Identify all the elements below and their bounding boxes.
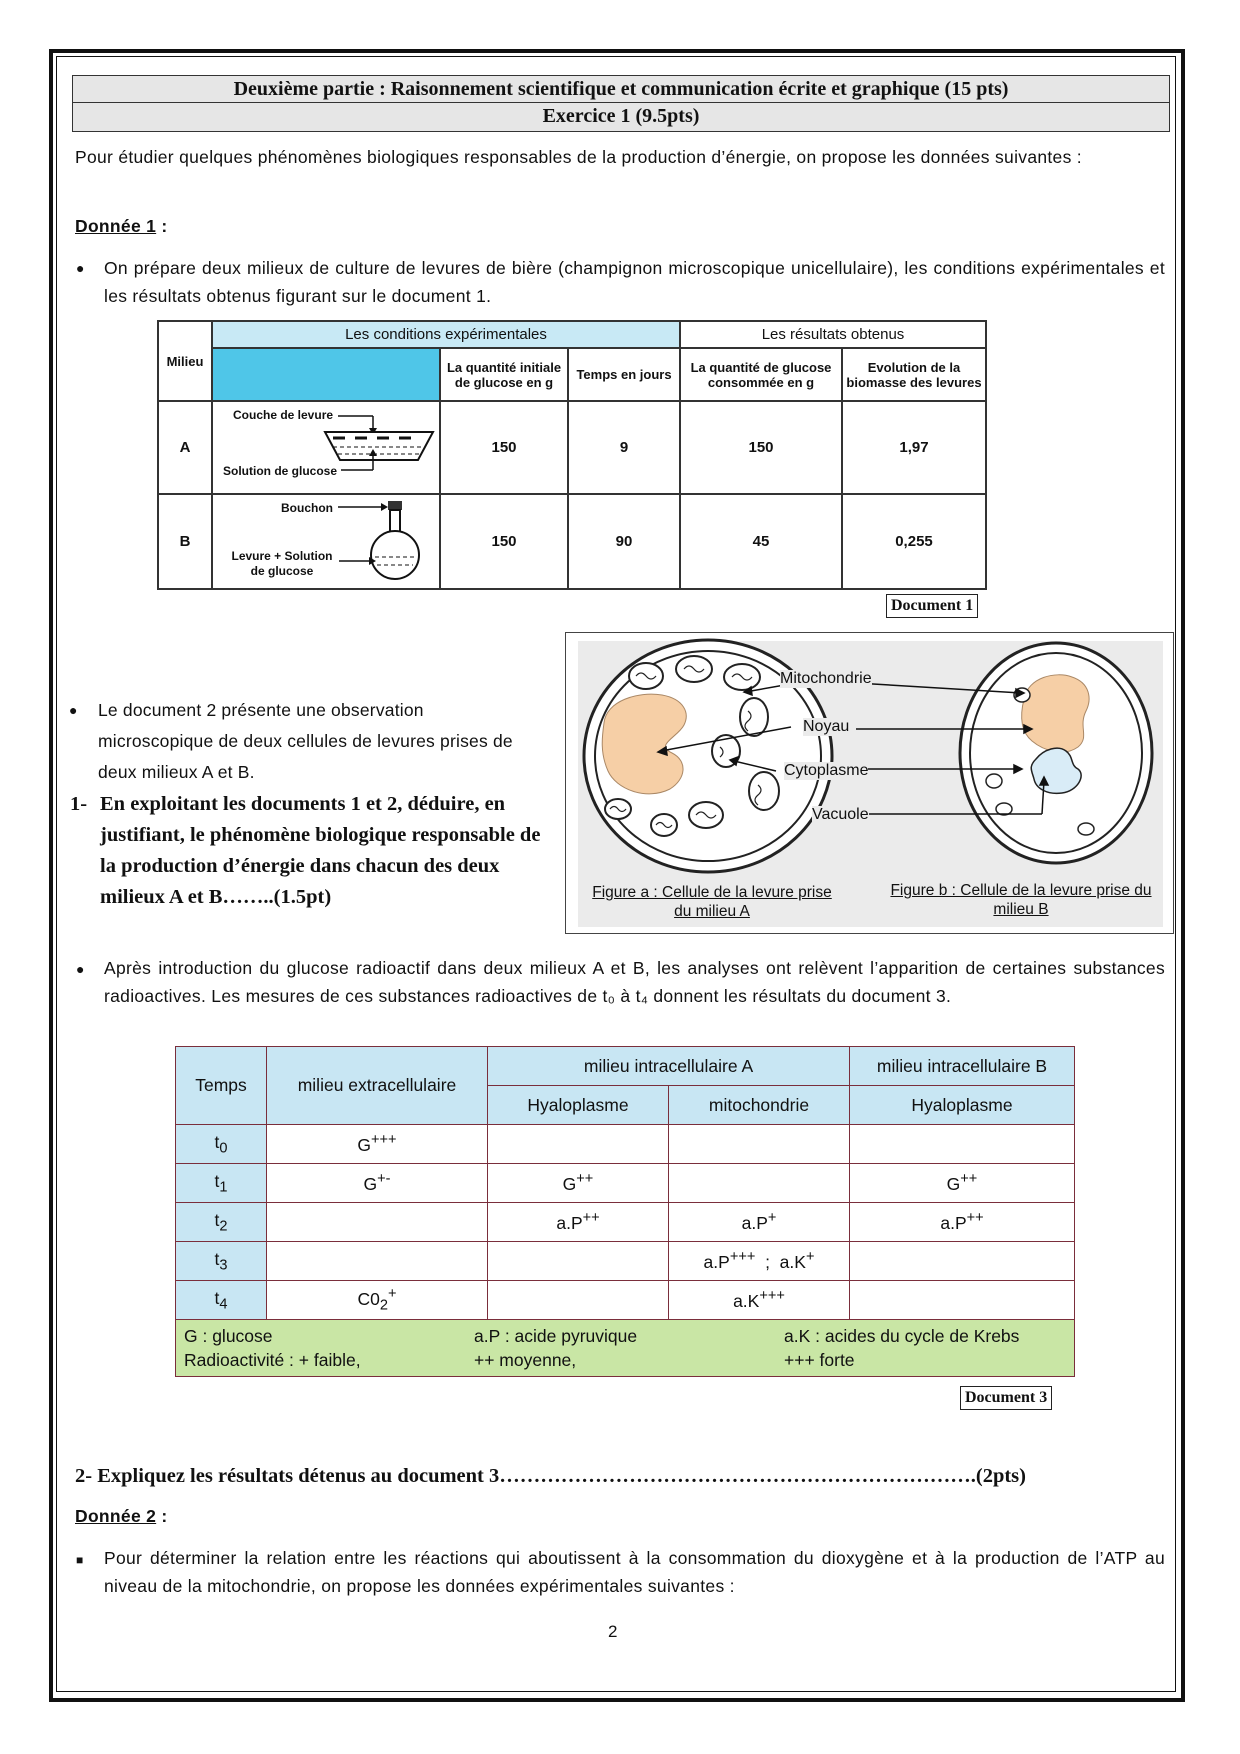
bullet-icon: ● [69,702,78,718]
legend-acide-pyruvique: a.P : acide pyruvique [474,1326,638,1346]
time-cell: $t_1$ [176,1164,267,1203]
label-noyau: Noyau [803,718,850,735]
table-row [176,1164,1075,1203]
page-number: 2 [608,1622,618,1641]
table-row [176,1242,1075,1281]
doc3-cell: G+++ [267,1125,488,1164]
bullet-icon: ● [76,260,85,276]
document3-caption: Document 3 [960,1386,1052,1410]
table-row [176,1203,1075,1242]
figure-b-caption: Figure b : Cellule de la levure prise du milieu B [890,882,1152,918]
question1-number: 1- [70,793,88,815]
donnee1-heading [75,212,167,240]
document2-figure [565,632,1174,934]
doc3-cell [850,1281,1075,1320]
legend-glucose: G : glucose [184,1326,273,1346]
doc3-legend [176,1320,1075,1377]
part-title: Deuxième partie : Raisonnement scientifique et communication écrite et graphique (15 pts) [72,75,1170,103]
doc3-cell [488,1125,669,1164]
document1-caption: Document 1 [886,594,978,618]
doc3-cell: $C0_2^+$ [267,1281,488,1320]
doc1-group-results: Les résultats obtenus [680,321,986,348]
doc3-cell: a.P+ [669,1203,850,1242]
doc1-rowA-consumed: 150 [680,401,842,494]
doc1-rowB-glucose: 150 [440,494,568,589]
doc3-cell [488,1281,669,1320]
doc1-rowA-biomass: 1,97 [842,401,986,494]
label-mitochondrie: Mitochondrie [780,670,872,687]
doc1-col-glucose-init: La quantité initiale de glucose en g [440,348,568,402]
doc3-cell: a.P+++ ; a.K+ [669,1242,850,1281]
legend-radioactivity: Radioactivité : + faible, [184,1350,361,1370]
doc1-col-milieu: Milieu [158,321,212,401]
doc3-cell: G++ [488,1164,669,1203]
donnee2-label: Donnée 2 [75,1506,157,1526]
square-bullet-icon: ■ [76,1553,84,1567]
doc1-rowB-biomass: 0,255 [842,494,986,589]
donnee1-bullet1: On prépare deux milieux de culture de levures de bière (champignon microscopique unicellulaire), les conditions expérimentales et les résultats obtenus figurant sur le document 1. [104,258,1165,306]
exercise-title: Exercice 1 (9.5pts) [72,102,1170,132]
doc1-col-glucose-consumed: La quantité de glucose consommée en g [680,348,842,402]
document3-table [175,1046,1075,1377]
intro-paragraph: Pour étudier quelques phénomènes biologiques responsables de la production d’énergie, on propose les données suivantes : [75,147,1082,167]
figure-a-caption: Figure a : Cellule de la levure prise du milieu A [592,884,832,920]
doc3-cell [669,1125,850,1164]
closed-flask-icon [213,495,439,587]
doc1-rowA-days: 9 [568,401,680,494]
doc1-rowA-glucose: 150 [440,401,568,494]
doc3-cell [850,1242,1075,1281]
donnee2-bullet: Pour déterminer la relation entre les réactions qui aboutissent à la consommation du dioxygène et à la production de l’ATP au niveau de la mitochondrie, on propose les données expérimentales suivantes : [104,1548,1165,1596]
doc1-rowB-setup [212,494,440,589]
doc3-cell: a.P++ [488,1203,669,1242]
time-cell: $t_3$ [176,1242,267,1281]
open-tray-icon [213,402,439,492]
doc3-sub-hyalo-B: Hyaloplasme [850,1086,1075,1125]
doc1-rowB-days: 90 [568,494,680,589]
donnee1-colon: : [156,216,168,236]
time-cell: $t_2$ [176,1203,267,1242]
time-cell: $t_4$ [176,1281,267,1320]
document1-table [157,320,987,590]
donnee2-heading [75,1502,167,1530]
doc1-rowB-milieu: B [158,494,212,589]
doc3-cell: G++ [850,1164,1075,1203]
doc3-cell [488,1242,669,1281]
donnee1-label: Donnée 1 [75,216,157,236]
doc3-col-time: Temps [176,1047,267,1125]
doc1-col-days: Temps en jours [568,348,680,402]
doc3-sub-mito: mitochondrie [669,1086,850,1125]
doc3-col-extra: milieu extracellulaire [267,1047,488,1125]
label-bouchon: Bouchon [281,501,333,516]
doc1-rowA-milieu: A [158,401,212,494]
table-row [176,1125,1075,1164]
doc3-cell [267,1203,488,1242]
doc3-sub-hyalo-A: Hyaloplasme [488,1086,669,1125]
doc3-cell: a.P++ [850,1203,1075,1242]
doc1-group-conditions: Les conditions expérimentales [212,321,680,348]
legend-moyenne: ++ moyenne, [474,1350,577,1370]
doc3-cell [267,1242,488,1281]
label-vacuole: Vacuole [812,806,869,823]
label-couche-levure: Couche de levure [233,408,334,423]
bullet-icon: ● [76,961,85,977]
label-solution-glucose: Solution de glucose [223,464,338,479]
question1-text: En exploitant les documents 1 et 2, déduire, en justifiant, le phénomène biologique responsable de la production d’énergie dans chacun des deux milieux A et B……..(1.5pt) [100,793,541,908]
doc3-cell [669,1164,850,1203]
doc3-cell [850,1125,1075,1164]
doc3-group-A: milieu intracellulaire A [488,1047,850,1086]
bullet3-text: Après introduction du glucose radioactif dans deux milieux A et B, les analyses ont relèvent l’apparition de certaines substances radioactives. Les mesures de ces substances radioactives de t₀ à t₄ donnent les résultats du document 3. [104,958,1165,1006]
legend-forte: +++ forte [784,1350,855,1370]
label-cytoplasme: Cytoplasme [784,762,869,779]
time-cell: $t_0$ [176,1125,267,1164]
bullet2-text: Le document 2 présente une observation microscopique de deux cellules de levures prises de deux milieux A et B. [98,700,513,782]
doc1-rowB-consumed: 45 [680,494,842,589]
doc3-cell: G+- [267,1164,488,1203]
doc1-col-biomass: Evolution de la biomasse des levures [842,348,986,402]
label-levure-solution: Levure + Solution de glucose [231,549,333,579]
table-row [176,1281,1075,1320]
doc1-blank-blue-cell [212,348,440,402]
legend-krebs: a.K : acides du cycle de Krebs [784,1326,1020,1346]
donnee2-colon: : [156,1506,168,1526]
doc3-cell: a.K+++ [669,1281,850,1320]
doc1-rowA-setup [212,401,440,494]
question2-text: 2- Expliquez les résultats détenus au document 3…………………………………………………………….(2pts) [75,1465,1026,1487]
doc3-group-B: milieu intracellulaire B [850,1047,1075,1086]
